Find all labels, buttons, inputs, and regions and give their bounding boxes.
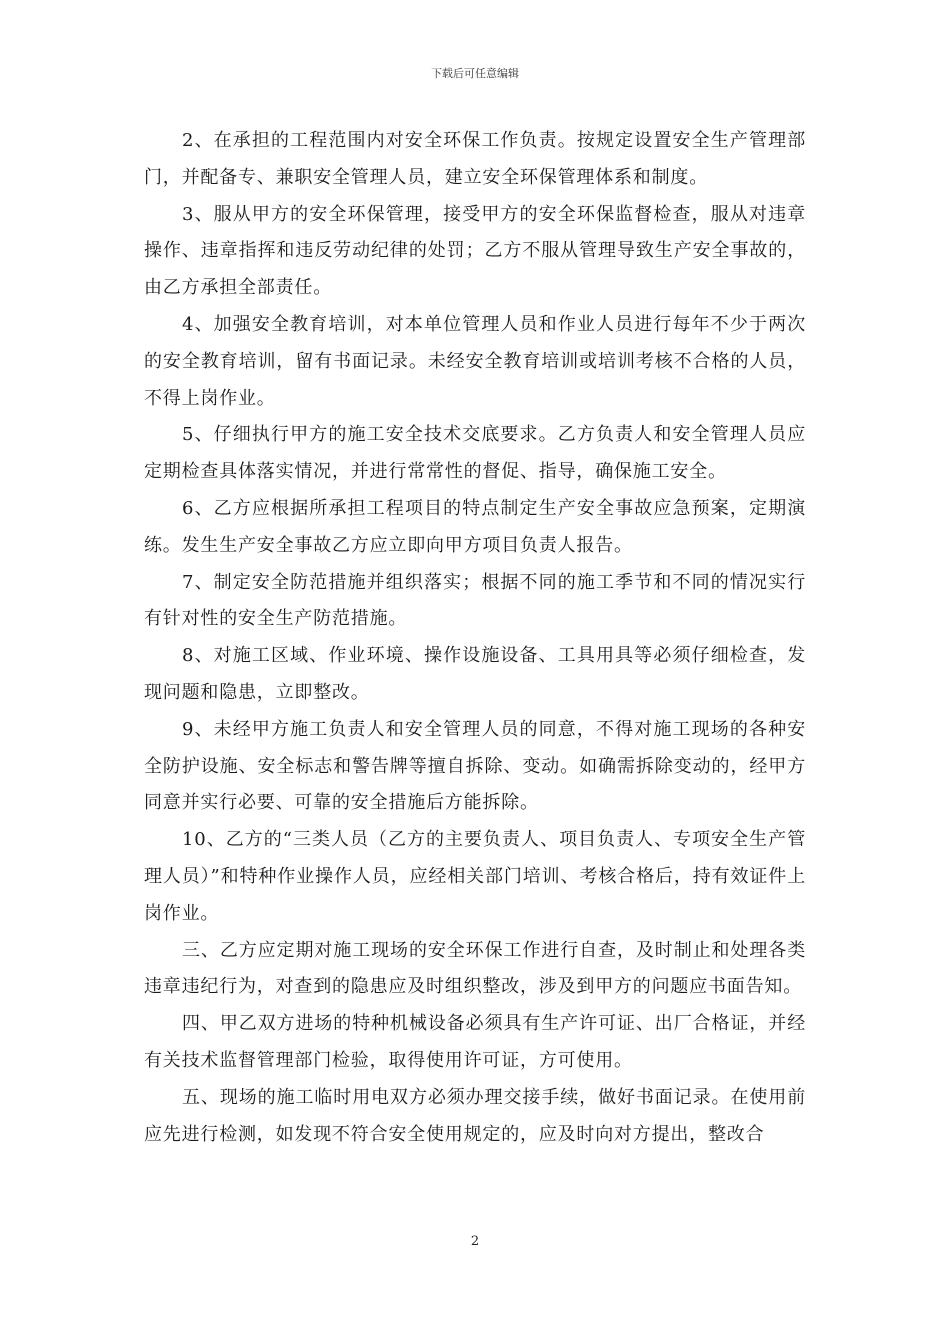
paragraph-item-8: 8、对施工区域、作业环境、操作设施设备、工具用具等必须仔细检查，发现问题和隐患，立即整改。: [144, 645, 806, 703]
paragraph-item-10: 10、乙方的“三类人员（乙方的主要负责人、项目负责人、专项安全生产管理人员）”和特种作业操作人员，应经相关部门培训、考核合格后，持有效证件上岗作业。: [144, 829, 806, 924]
paragraph-section-3: 三、乙方应定期对施工现场的安全环保工作进行自查，及时制止和处理各类违章违纪行为，对查到的隐患应及时组织整改，涉及到甲方的问题应书面告知。: [144, 939, 806, 998]
paragraph-section-5: 五、现场的施工临时用电双方必须办理交接手续，做好书面记录。在使用前应先进行检测，如发现不符合安全使用规定的，应及时向对方提出，整改合: [144, 1086, 806, 1145]
document-body: [144, 123, 806, 1153]
paragraph-item-4: 4、加强安全教育培训，对本单位管理人员和作业人员进行每年不少于两次的安全教育培训，留有书面记录。未经安全教育培训或培训考核不合格的人员，不得上岗作业。: [144, 313, 806, 409]
paragraph-item-3: 3、服从甲方的安全环保管理，接受甲方的安全环保监督检查，服从对违章操作、违章指挥和违反劳动纪律的处罚；乙方不服从管理导致生产安全事故的，由乙方承担全部责任。: [144, 203, 806, 299]
paragraph-item-5: 5、仔细执行甲方的施工安全技术交底要求。乙方负责人和安全管理人员应定期检查具体落实情况，并进行常常性的督促、指导，确保施工安全。: [144, 424, 806, 483]
page-number: 2: [470, 1234, 480, 1249]
page-header: 下载后可任意编辑: [431, 67, 519, 80]
paragraph-item-2: 2、在承担的工程范围内对安全环保工作负责。按规定设置安全生产管理部门，并配备专、兼职安全管理人员，建立安全环保管理体系和制度。: [144, 130, 806, 188]
paragraph-item-9: 9、未经甲方施工负责人和安全管理人员的同意，不得对施工现场的各种安全防护设施、安全标志和警告牌等擅自拆除、变动。如确需拆除变动的，经甲方同意并实行必要、可靠的安全措施后方能拆除。: [144, 718, 806, 814]
paragraph-section-4: 四、甲乙双方进场的特种机械设备必须具有生产许可证、出厂合格证，并经有关技术监督管理部门检验，取得使用许可证，方可使用。: [144, 1013, 806, 1071]
paragraph-item-7: 7、制定安全防范措施并组织落实；根据不同的施工季节和不同的情况实行有针对性的安全生产防范措施。: [144, 571, 806, 630]
paragraph-item-6: 6、乙方应根据所承担工程项目的特点制定生产安全事故应急预案，定期演练。发生生产安全事故乙方应立即向甲方项目负责人报告。: [144, 497, 806, 556]
